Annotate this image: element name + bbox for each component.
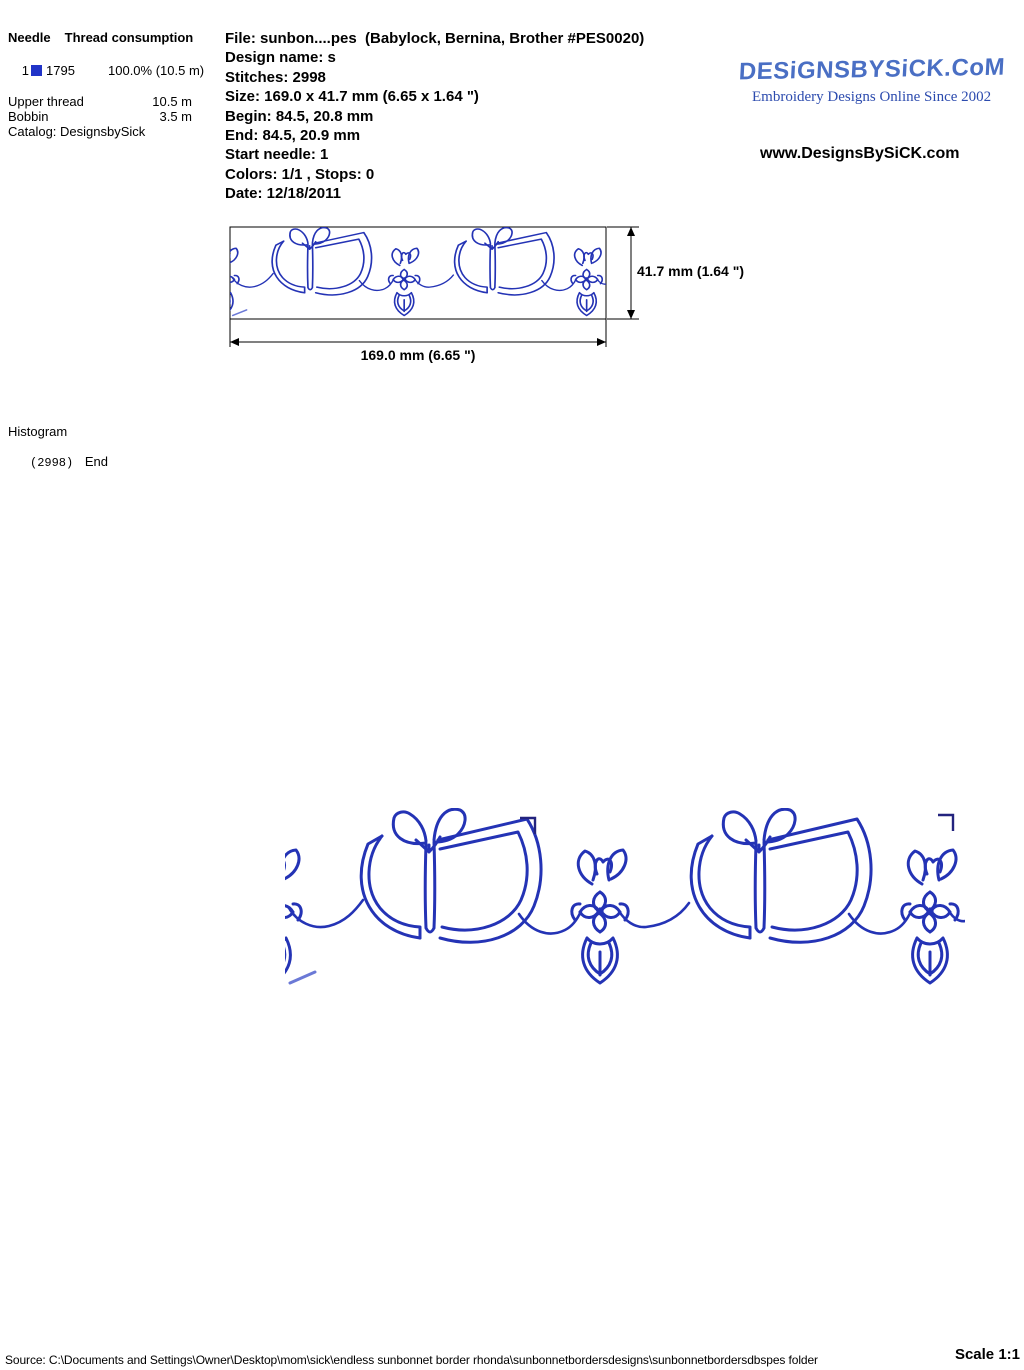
upper-thread-row <box>8 94 192 109</box>
start-needle-line: Start needle: 1 <box>225 146 329 164</box>
scale-label: Scale 1:1 <box>954 1346 1020 1363</box>
design-name-line: Design name: s <box>225 49 336 67</box>
brand-website-url: www.DesignsBySiCK.com <box>760 145 960 162</box>
alignment-corner-marks <box>520 815 953 834</box>
date-line: Date: 12/18/2011 <box>225 185 341 203</box>
thread-color-swatch <box>31 65 42 76</box>
histogram-end-label: End <box>84 454 108 469</box>
brand-tagline: Embroidery Designs Online Since 2002 <box>752 89 992 105</box>
height-dimension-label: 41.7 mm (1.64 ") <box>637 263 745 279</box>
thread-consumption-column-header: Thread consumption <box>64 30 194 45</box>
begin-line: Begin: 84.5, 20.8 mm <box>225 107 374 125</box>
upper-thread-value: 10.5 m <box>152 94 192 109</box>
bobbin-label: Bobbin <box>8 109 49 124</box>
bobbin-row <box>8 109 192 124</box>
file-name-line: File: sunbon....pes (Babylock, Bernina, Brother #PES0020) <box>225 30 645 47</box>
table-row <box>20 63 204 78</box>
design-bounding-box <box>230 227 606 319</box>
catalog-label: Catalog: DesignsbySick <box>8 124 146 139</box>
histogram-title: Histogram <box>8 424 68 439</box>
brand-logo: DESiGNSBYSiCK.CoM <box>738 53 1006 86</box>
stitches-line: Stitches: 2998 <box>225 68 326 86</box>
histogram-entry <box>30 454 108 470</box>
width-dimension-label: 169.0 mm (6.65 ") <box>360 347 476 363</box>
needle-column-header: Needle <box>8 30 51 45</box>
size-line: Size: 169.0 x 41.7 mm (6.65 x 1.64 ") <box>225 88 479 106</box>
width-dimension-lines <box>230 319 606 347</box>
thread-consumption-value: 100.0% (10.5 m) <box>108 63 205 78</box>
height-dimension-lines <box>607 227 639 319</box>
histogram-stitch-count: (2998) <box>30 456 74 470</box>
colors-stops-line: Colors: 1/1 , Stops: 0 <box>225 165 375 183</box>
needle-number: 1 <box>21 63 29 78</box>
thread-code: 1795 <box>46 63 75 78</box>
dimension-figure <box>225 215 770 385</box>
bobbin-value: 3.5 m <box>159 109 192 124</box>
upper-thread-label: Upper thread <box>8 94 84 109</box>
file-info-block <box>225 29 644 204</box>
source-path: Source: C:\Documents and Settings\Owner\Desktop\mom\sick\endless sunbonnet border rhonda\sunbonnetbordersdesigns\sunbonnetbordersdbspes folder <box>5 1353 818 1367</box>
design-thumbnail <box>225 228 606 316</box>
end-line: End: 84.5, 20.9 mm <box>225 127 361 145</box>
thread-table-header <box>8 30 193 45</box>
design-preview-full-scale <box>285 808 965 990</box>
